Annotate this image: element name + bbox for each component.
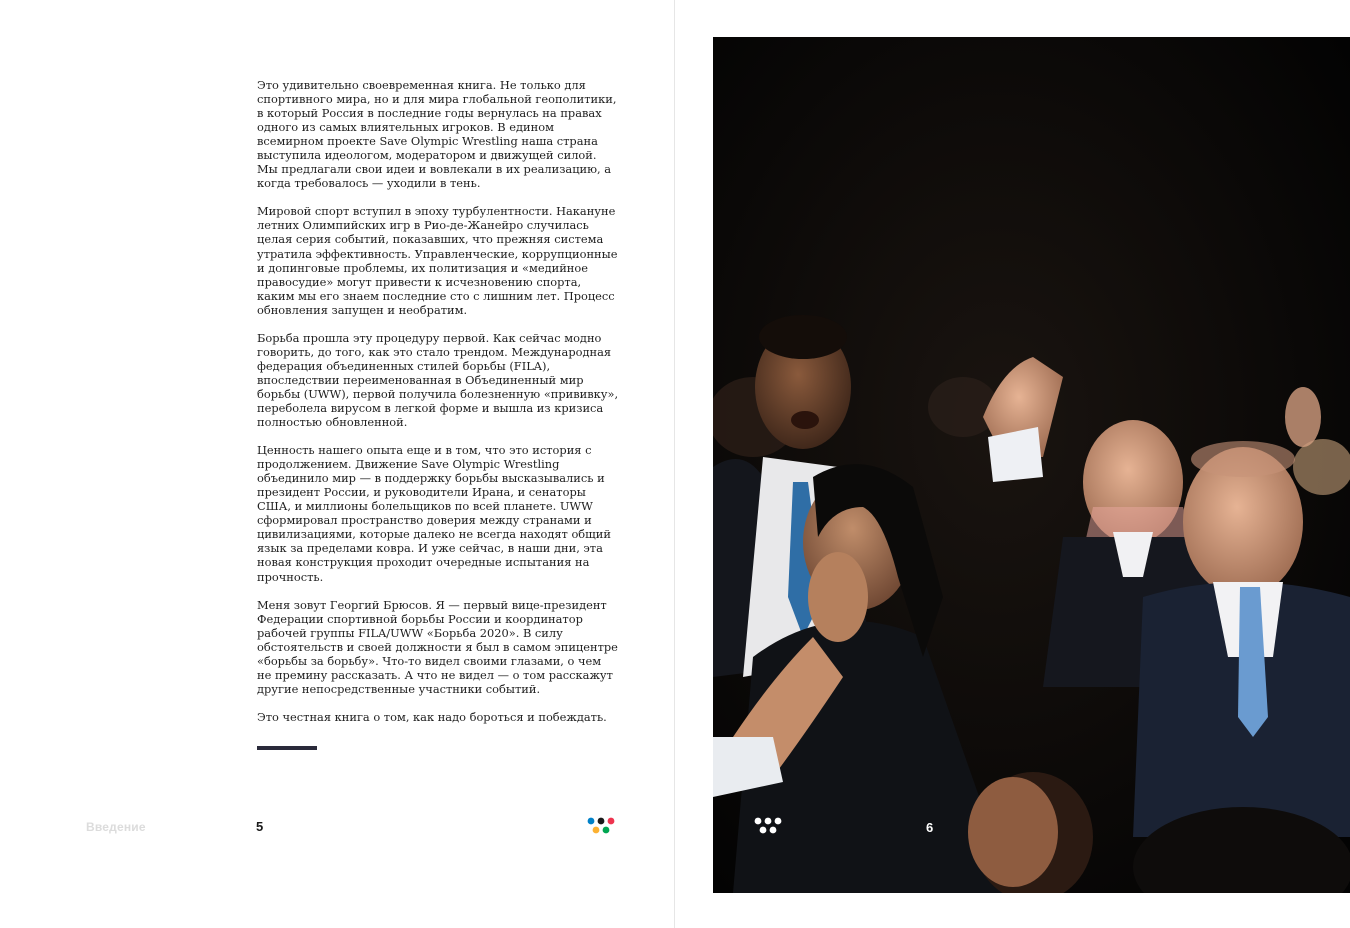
- footer-section-title: Введение: [86, 820, 146, 834]
- page-number-left: 5: [256, 819, 264, 834]
- section-end-rule: [257, 746, 317, 750]
- olympic-rings-dots-icon: [587, 817, 617, 835]
- white-dots-icon: [754, 817, 784, 835]
- paragraph: Это удивительно своевременная книга. Не только для спортивного мира, но и для мира глобальной геополитики, в который Россия в последние годы вернулась на правах одного из самых влиятельных игроков. В едином всемирном проекте Save Olympic Wrestling наша страна выступила идеологом, модератором и движущей силой. Мы предлагали свои идеи и вовлекали в их реализацию, а когда требовалось — уходили в тень.: [257, 78, 617, 191]
- celebration-photo: [713, 37, 1350, 893]
- paragraph: Ценность нашего опыта еще и в том, что это история с продолжением. Движение Save Olympic Wrestling объединило мир — в поддержку борьбы высказывались и президент России, и руководители Ирана, и сенаторы США, и миллионы болельщиков по всей планете. UWW сформировал пространство доверия между странами и цивилизациями, которые далеко не всегда находят общий язык за пределами ковра. И уже сейчас, в наши дни, эта новая конструкция проходит очередные испытания на прочность.: [257, 443, 611, 584]
- paragraph: Борьба прошла эту процедуру первой. Как сейчас модно говорить, до того, как это стало трендом. Международная федерация объединенных стилей борьбы (FILA), впоследствии переименованная в Объединенный мир борьбы (UWW), первой получила болезненную «прививку», переболела вирусом в легкой форме и вышла из кризиса полностью обновленной.: [257, 330, 619, 430]
- paragraph: Это честная книга о том, как надо бороться и побеждать.: [257, 709, 607, 724]
- paragraph: Мировой спорт вступил в эпоху турбулентности. Накануне летних Олимпийских игр в Рио-де-Жанейро случилась целая серия событий, показавших, что прежняя система утратила эффективность. Управленческие, коррупционные и допинговые проблемы, их политизация и «медийное правосудие» могут привести к исчезновению спорта, каким мы его знаем последние сто с лишним лет. Процесс обновления запущен и необратим.: [257, 204, 618, 317]
- intro-text: [257, 78, 619, 738]
- paragraph: Меня зовут Георгий Брюсов. Я — первый вице-президент Федерации спортивной борьбы России и координатор рабочей группы FILA/UWW «Борьба 2020». В силу обстоятельств и своей должности я был в самом эпицентре «борьбы за борьбу». Что-то видел своими глазами, о чем не премину рассказать. А что не видел — о том расскажут другие непосредственные участники событий.: [257, 597, 618, 696]
- left-page: [0, 0, 674, 928]
- page-number-right: 6: [926, 820, 934, 835]
